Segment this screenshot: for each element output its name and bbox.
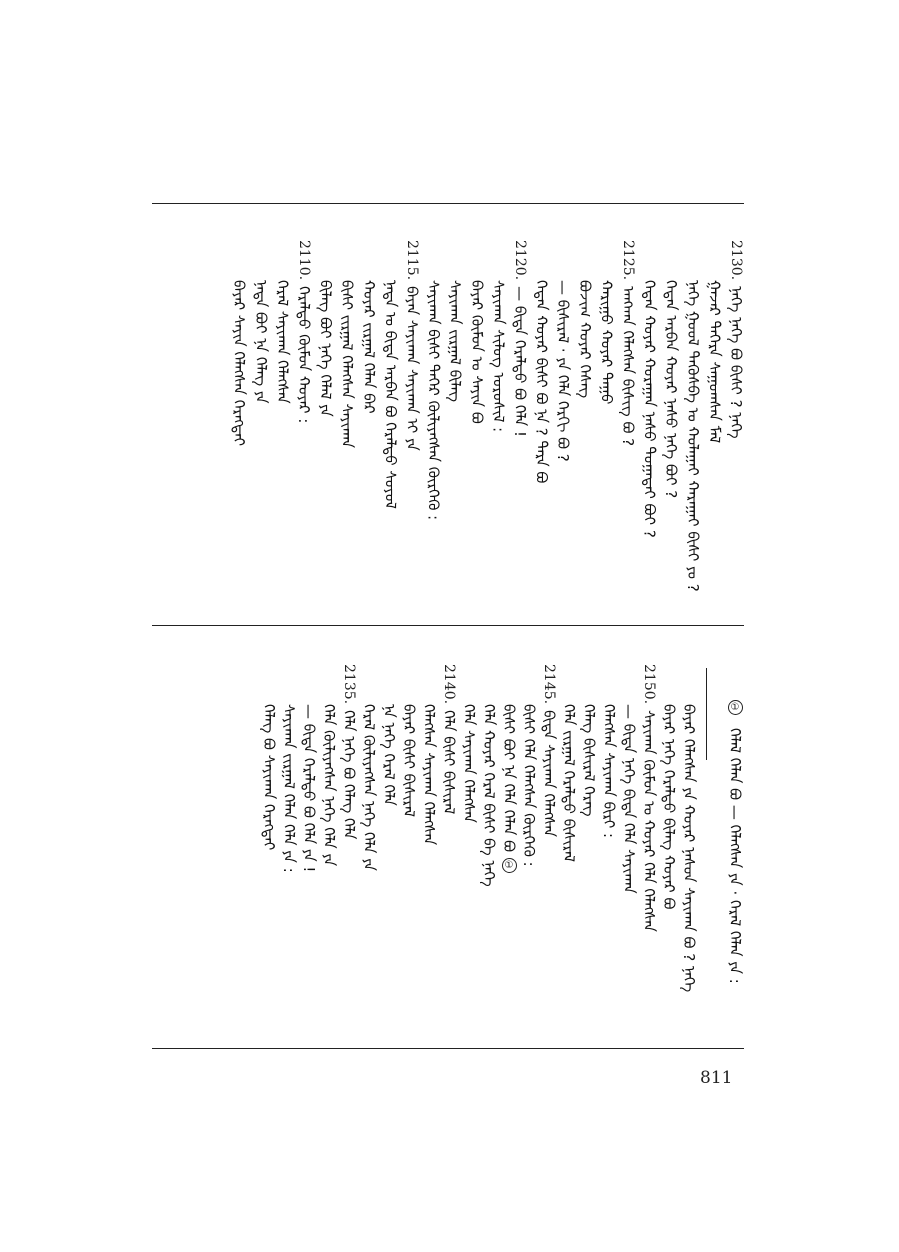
verse-text: ᠬᠡᠯᠡ ᠪᠢᠰᠢ ᠪᠢᠰᠢᠷᠡᠯ <box>440 710 458 815</box>
verse-line <box>318 240 333 417</box>
verse-text: ᠰᠠᠶᠢᠬᠠᠨ ᠪᠢᠰᠢ ᠳᠡᠭᠡᠷ ᠬᠦᠯᠢᠶᠡᠭᠰᠡᠨ ᠬᠦᠷᠭᠡᠬᠦ : <box>424 280 443 521</box>
verse-text: ᠬᠡᠯᠡ ᠬᠣᠶᠠᠷ ᠭᠡᠷᠡᠯ ᠪᠢᠰᠢ ᠪᠠ ᠨᠡᠭᠡ <box>480 704 498 887</box>
line-number: 2150. <box>641 664 657 705</box>
verse-line <box>681 664 696 992</box>
verse-line <box>301 664 316 872</box>
verse-text: ᠬᠡᠯᠡ ᠵᠢᠷᠭᠠᠯ ᠭᠡᠷᠡᠯᠲᠦ ᠪᠢᠰᠢᠷᠡᠯ <box>560 704 578 863</box>
verse-line <box>705 240 724 444</box>
verse-text: ᠬᠡᠳᠡᠨ ᠬᠣᠶᠠᠷ ᠪᠢᠰᠢ ᠪᠣ ᠨᠡ ? ᠳᠠᠷᠠ ᠪᠣ <box>532 280 551 484</box>
verse-line <box>554 240 573 462</box>
verse-text: ᠨᠡᠭᠡ ᠨᠡᠭᠡ ᠪᠣ ᠪᠢᠰᠢ ? ᠨᠡᠭᠡ <box>727 286 745 439</box>
verse-line <box>446 240 465 402</box>
verse-text: ᠰᠠᠶᠢᠬᠠᠨ ᠬᠦᠮᠦᠨ ᠣ ᠬᠣᠶᠠᠷ ᠬᠡᠯᠡ ᠬᠡᠯᠡᠭᠰᠡᠨ <box>640 710 658 932</box>
verse-line <box>581 664 596 817</box>
verse-text: ᠪᠢᠰᠢ ᠬᠡᠯᠡ ᠬᠡᠯᠡᠭᠰᠡᠨ ᠬᠦᠷᠭᠡᠬᠦ : <box>520 704 538 867</box>
verse-text: — ᠪᠢᠳᠡ ᠭᠡᠷᠡᠯᠲᠦ ᠪᠣ ᠬᠡᠯᠡ ! <box>511 286 529 437</box>
verse-line <box>230 240 249 447</box>
footnote-text: ᠬᠡᠯᠡᠯ ᠬᠡᠯᠡᠨ ᠪᠣ — ᠬᠡᠯᠡᠭᠰᠡᠨ ᠶᠠ · ᠭᠡᠷᠡᠯ ᠬᠡᠯᠡᠨ ᠶᠠ : <box>726 727 744 984</box>
line-number: 2120. <box>512 240 528 281</box>
verse-text: ᠰᠠᠶᠢᠬᠠᠨ ᠵᠢᠷᠭᠠᠯ ᠪᠢᠯᠡᠭ <box>446 280 465 402</box>
verse-line <box>421 664 436 845</box>
verse-text: ᠨᠠᠳᠠ ᠣ ᠪᠢᠳᠡ ᠠᠷᠪᠠᠨ ᠪᠣ ᠭᠡᠷᠡᠯᠲᠦ ᠰᠣᠶᠣᠯ <box>381 280 400 509</box>
verse-line <box>481 664 496 887</box>
verse-text: ᠠᠩᠬᠠᠨ ᠬᠡᠯᠡᠭᠰᠡᠨ ᠪᠢᠰᠢᠭ ᠪᠣ ? <box>619 286 637 447</box>
footnote-divider <box>706 668 707 760</box>
verse-text: ᠪᠠᠶᠠᠷ ᠰᠠᠶᠢᠨ ᠬᠡᠯᠡᠭᠰᠡᠨ ᠬᠡᠷᠡᠭᠲᠡᠢ <box>230 280 249 447</box>
verse-text: ᠪᠠᠶᠠᠷ ᠨᠡᠭᠡ ᠭᠡᠷᠡᠯᠲᠦ ᠪᠢᠯᠡᠭ ᠬᠣᠶᠠᠷ ᠪᠣ <box>660 704 678 910</box>
top-rule <box>152 203 744 204</box>
verse-line <box>273 240 292 404</box>
verse-line <box>621 664 636 894</box>
verse-text: ᠪᠢᠰᠢ ᠵᠢᠷᠭᠠᠯ ᠬᠡᠯᠡᠭᠰᠡᠨ ᠰᠠᠶᠢᠬᠠᠨ <box>338 280 357 449</box>
line-number: 2115. <box>404 240 420 281</box>
verse-text: ᠬᠡᠳᠡᠨ ᠬᠣᠶᠠᠷ ᠬᠤᠷᠠᠭᠠᠨ ᠨᠠᠰᠤ ᠲᠣᠭᠠᠲᠠᠢ ᠪᠣᠢ ? <box>640 280 659 538</box>
bottom-rule <box>152 1048 744 1049</box>
verse-line <box>404 240 419 451</box>
verse-line <box>512 240 527 437</box>
line-number: 2125. <box>620 240 636 281</box>
verse-text: ᠭᠡᠷᠡᠯᠲᠦ ᠬᠦᠮᠦᠨ ᠬᠣᠶᠠᠷ : <box>295 286 313 424</box>
verse-line <box>685 240 700 592</box>
verse-line <box>642 240 657 538</box>
verse-line <box>341 664 356 839</box>
verse-line <box>641 664 656 932</box>
verse-text: ᠪᠢᠯᠡᠭ ᠪᠣᠢ ᠨᠡᠭᠡ ᠬᠡᠯᠡᠯ ᠶᠠ <box>316 280 335 417</box>
verse-text: ᠪᠠᠶᠠᠨ ᠰᠠᠶᠢᠬᠠᠨ ᠰᠠᠶᠢᠬᠠᠨ ᠢ ᠶᠠ <box>403 286 421 451</box>
verse-line <box>321 664 336 866</box>
verse-text: ᠬᠡᠯᠡᠭᠰᠡᠨ ᠰᠠᠶᠢᠬᠠᠨ ᠪᠢᠷᠢ : <box>600 704 618 839</box>
middle-rule <box>152 625 744 626</box>
verse-line <box>728 240 743 439</box>
verse-text: ᠬᠡᠯᠡᠭ ᠪᠣ ᠰᠠᠶᠢᠬᠠᠨ ᠬᠡᠷᠡᠭᠲᠡᠢ <box>260 704 278 851</box>
page-number: 811 <box>700 1068 733 1088</box>
verse-text: ᠬᠡᠯᠡᠭ ᠪᠢᠰᠢᠷᠡᠯ ᠬᠡᠷᠡᠭ <box>580 704 598 817</box>
verse-text: — ᠪᠢᠳᠡ ᠨᠡᠭᠡ ᠪᠢᠳᠡ ᠬᠡᠯᠡ ᠰᠠᠶᠢᠬᠠᠨ <box>620 704 638 894</box>
verse-line <box>469 240 484 424</box>
verse-line <box>561 664 576 862</box>
verse-line <box>662 240 681 499</box>
verse-line <box>534 240 549 483</box>
line-number: 2110. <box>296 240 312 281</box>
verse-text: ᠨᠡ ᠨᠡᠭᠡ ᠭᠡᠷᠡᠯ ᠬᠡᠯᠡ <box>380 704 398 806</box>
footnote <box>727 700 743 984</box>
verse-text: ᠬᠠᠷᠢᠭᠤ ᠬᠣᠶᠠᠷ ᠳᠠᠭᠤ <box>597 280 616 405</box>
verse-text: — ᠪᠢᠳᠡ ᠭᠡᠷᠡᠯᠲᠦ ᠪᠣ ᠬᠡᠯᠡ ᠶᠠ ! <box>300 704 318 873</box>
verse-line <box>489 240 508 433</box>
verse-text: ᠪᠤᠵᠢᠭ ᠬᠣᠶᠠᠷ ᠬᠡᠰᠡᠭ <box>575 280 594 399</box>
verse-line <box>296 240 311 423</box>
verse-line <box>620 240 635 446</box>
verse-line <box>261 664 276 850</box>
verse-text: ᠪᠠᠶᠠᠷ ᠪᠢᠰᠢ ᠪᠢᠰᠢᠷᠡᠯ <box>400 704 418 817</box>
verse-line <box>661 664 676 909</box>
verse-line <box>361 240 376 414</box>
line-number: 2145. <box>541 664 557 705</box>
verse-text: ᠬᠡᠳᠡᠨ ᠠᠷᠪᠠᠨ ᠬᠣᠶᠠᠷ ᠨᠠᠰᠤ ᠨᠡᠭᠡ ᠪᠣᠢ ? <box>662 280 681 499</box>
verse-line <box>253 240 268 404</box>
verse-line <box>501 664 517 873</box>
verse-line <box>361 664 376 871</box>
verse-text: ᠬᠡᠯᠡ ᠬᠦᠯᠢᠶᠡᠭᠰᠡᠨ ᠨᠡᠭᠡ ᠬᠡᠯᠡ ᠶᠠ <box>320 704 338 867</box>
line-number: 2135. <box>341 664 357 705</box>
verse-text: — ᠪᠢᠰᠢᠷᠡᠯ · ᠶᠠ ᠬᠡᠯᠡ ᠬᠡᠷᠬᠢ ᠪᠣ ? <box>554 280 573 462</box>
line-number: 2140. <box>441 664 457 705</box>
verse-text: ᠭᠡᠷᠡᠯ ᠰᠠᠶᠢᠬᠠᠨ ᠬᠡᠯᠡᠭᠰᠡᠨ <box>273 280 292 404</box>
verse-line <box>281 664 296 873</box>
verse-line <box>541 664 556 837</box>
verse-text: ᠰᠠᠶᠢᠬᠠᠨ ᠰᠢᠯᠦᠭ ᠣᠷᠣᠰᠢᠯ : <box>489 280 508 433</box>
verse-line <box>461 664 476 823</box>
verse-text: ᠬᠡᠯᠡᠭᠰᠡᠨ ᠰᠠᠶᠢᠬᠠᠨ ᠬᠡᠯᠡᠭᠰᠡᠨ <box>420 704 438 846</box>
verse-text: ᠪᠢᠳᠡ ᠰᠠᠶᠢᠬᠠᠨ ᠬᠡᠯᠡᠭᠰᠡᠨ <box>540 710 558 838</box>
verse-line <box>426 240 441 520</box>
verse-line <box>401 664 416 817</box>
verse-line <box>381 664 396 806</box>
verse-text: ᠬᠣᠶᠠᠷ ᠵᠢᠷᠭᠠᠯ ᠬᠡᠯᠡᠨ ᠪᠠᠷ <box>359 280 378 414</box>
footnote-marker: ① <box>728 700 743 715</box>
verse-text: ᠬᠡᠯᠡ ᠨᠡᠭᠡ ᠪᠣ ᠬᠡᠯᠡᠭ ᠬᠡᠯᠡ <box>340 710 358 840</box>
verse-text: ᠪᠠᠶᠠᠷ ᠬᠦᠮᠦᠨ ᠣ ᠰᠠᠶᠢᠨ ᠪᠣ <box>467 280 486 424</box>
footnote-reference: ① <box>502 858 517 873</box>
verse-text: ᠭᠠᠵᠠᠷ ᠳᠡᠭᠡᠷᠡ ᠰᠠᠭᠤᠭᠰᠠᠨ ᠮᠠᠯ <box>705 280 724 444</box>
verse-text: ᠭᠡᠷᠡᠯ ᠬᠦᠯᠢᠶᠡᠭᠰᠡᠨ ᠨᠡᠭᠡ ᠬᠡᠯᠡ ᠶᠠ <box>360 704 378 871</box>
verse-line <box>601 664 616 838</box>
verse-text: ᠪᠢᠰᠢ ᠪᠣᠢ ᠨᠡ ᠬᠡᠯᠡ ᠬᠡᠯᠡᠨ ᠪᠣ <box>500 704 518 853</box>
verse-line <box>597 240 616 405</box>
verse-line <box>577 240 592 398</box>
line-number: 2130. <box>728 240 744 281</box>
verse-line <box>441 664 456 814</box>
verse-line <box>381 240 400 509</box>
verse-text: ᠬᠡᠯᠡ ᠰᠠᠶᠢᠬᠠᠨ ᠬᠡᠯᠡᠭᠰᠡᠨ <box>460 704 478 823</box>
verse-text: ᠰᠠᠶᠢᠬᠠᠨ ᠵᠢᠷᠭᠠᠯ ᠬᠡᠯᠡᠨ ᠬᠡᠯᠡ ᠶᠠ : <box>280 704 298 873</box>
verse-text: ᠪᠠᠶᠠᠷ ᠬᠡᠯᠡᠭᠰᠡᠨ ᠶᠠ ᠬᠣᠶᠠᠷ ᠨᠠᠰᠤᠨ ᠰᠠᠶᠢᠬᠠᠨ ᠪᠣ ? ᠨᠡᠭᠡ <box>680 704 698 993</box>
verse-text: ᠨᠠᠳᠠ ᠪᠣᠢ ᠨᠡ ᠬᠡᠯᠡᠭ ᠶᠠ <box>251 280 270 404</box>
verse-line <box>521 664 536 867</box>
verse-text: ᠨᠡᠭᠡ ᠭᠣᠣᠯ ᠲᠡᠭᠦᠰᠪᠡ ᠣ ᠬᠤᠯᠠᠭᠠᠢ ᠬᠠᠷᠠᠭᠠᠢ ᠪᠢᠰᠢ ᠶᠤ ? <box>683 280 702 592</box>
verse-line <box>338 240 357 449</box>
